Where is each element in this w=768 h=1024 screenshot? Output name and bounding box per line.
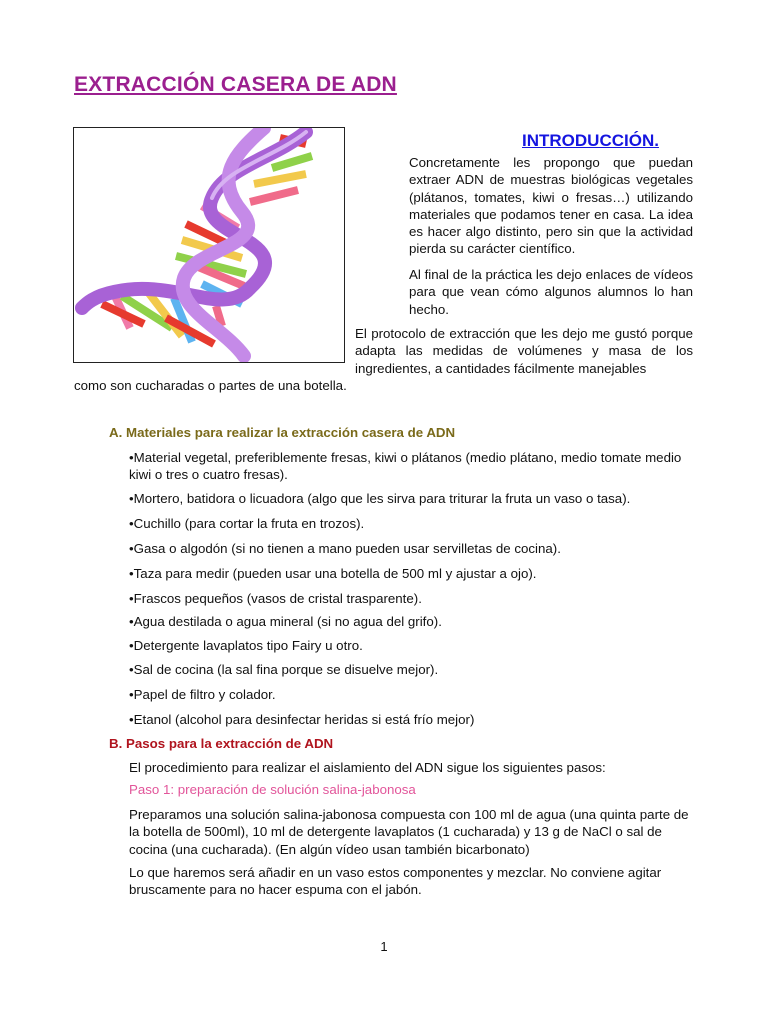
materials-list-item: •Mortero, batidora o licuadora (algo que les sirva para triturar la fruta un vaso o tasa).	[129, 491, 631, 506]
page-number: 1	[380, 939, 388, 954]
materials-list-item: •Detergente lavaplatos tipo Fairy u otro.	[129, 638, 363, 653]
materials-list-item: •Material vegetal, preferiblemente fresas, kiwi o plátanos (medio plátano, medio tomate medio kiwi o tres o cuatro fresas).	[129, 450, 682, 483]
section-a-heading: A. Materiales para realizar la extracción casera de ADN	[109, 425, 456, 440]
section-b-heading: B. Pasos para la extracción de ADN	[109, 736, 334, 751]
materials-list-item: •Frascos pequeños (vasos de cristal trasparente).	[129, 591, 422, 606]
dna-helix-image	[74, 128, 344, 362]
intro-paragraph-3: El protocolo de extracción que les dejo me gustó porque adapta las medidas de volúmenes y masa de los ingredientes, a cantidades fácilmente manejables	[355, 326, 693, 376]
dna-illustration	[73, 127, 345, 363]
materials-list-item: •Papel de filtro y colador.	[129, 687, 276, 702]
intro-paragraph-1: Concretamente les propongo que puedan extraer ADN de muestras biológicas vegetales (plátanos, tomates, kiwi o fresas…) utilizando materiales que podamos tener en casa. La idea es hacer algo distinto, pero sin que la actividad pierda su carácter científico.	[409, 155, 693, 257]
introduction-heading: INTRODUCCIÓN.	[522, 131, 659, 150]
step-1-heading: Paso 1: preparación de solución salina-jabonosa	[129, 782, 416, 797]
materials-list-item: •Cuchillo (para cortar la fruta en trozos).	[129, 516, 365, 531]
materials-list-item: •Etanol (alcohol para desinfectar heridas si está frío mejor)	[129, 712, 475, 727]
step-1-paragraph-1: Preparamos una solución salina-jabonosa compuesta con 100 ml de agua (una quinta parte de la botella de 500ml), 10 ml de detergente lavaplatos (1 cucharada) y 13 g de NaCl o sal de cocina (una cucharada). (En algún vídeo usan también bicarbonato)	[129, 807, 689, 857]
intro-paragraph-2: Al final de la práctica les dejo enlaces de vídeos para que vean cómo algunos alumnos lo han hecho.	[409, 267, 693, 317]
materials-list-item: •Gasa o algodón (si no tienen a mano pueden usar servilletas de cocina).	[129, 541, 561, 556]
section-b-intro: El procedimiento para realizar el aislamiento del ADN sigue los siguientes pasos:	[129, 760, 606, 775]
intro-paragraph-3-continued: como son cucharadas o partes de una botella.	[74, 378, 347, 393]
materials-list-item: •Agua destilada o agua mineral (si no agua del grifo).	[129, 614, 442, 629]
document-title: EXTRACCIÓN CASERA DE ADN	[74, 73, 397, 96]
step-1-paragraph-2: Lo que haremos será añadir en un vaso estos componentes y mezclar. No conviene agitar bruscamente para no hacer espuma con el jabón.	[129, 865, 662, 898]
materials-list-item: •Taza para medir (pueden usar una botella de 500 ml y ajustar a ojo).	[129, 566, 537, 581]
materials-list-item: •Sal de cocina (la sal fina porque se disuelve mejor).	[129, 662, 439, 677]
